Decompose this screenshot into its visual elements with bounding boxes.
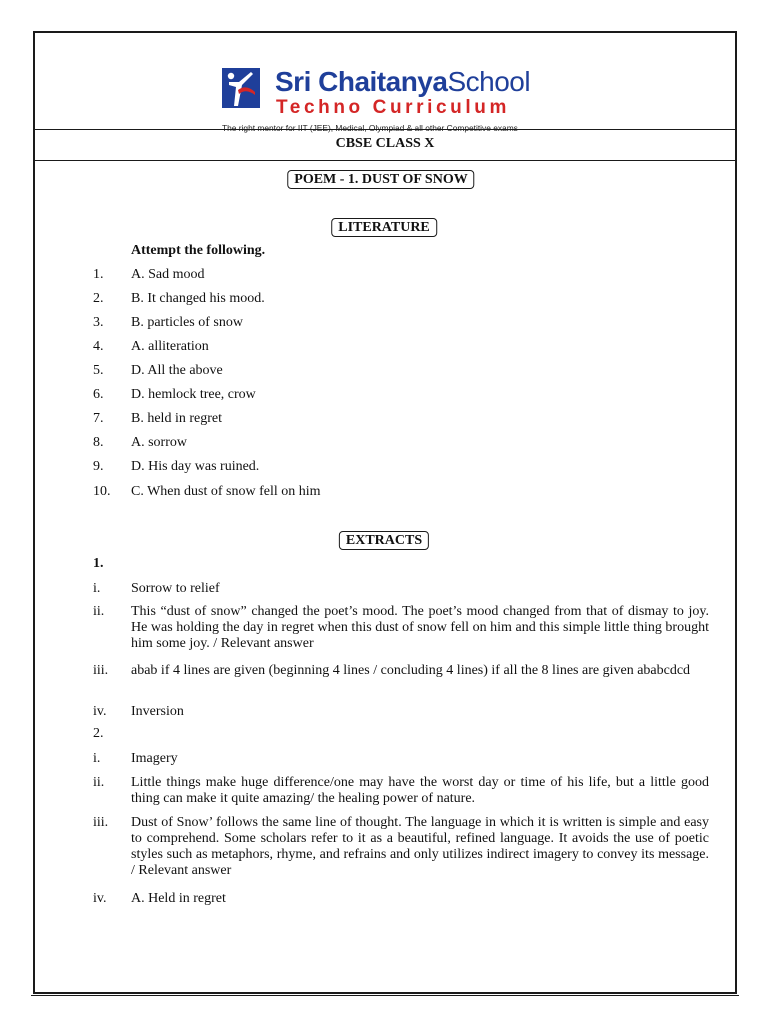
extract-set-2-label: 2. — [93, 726, 104, 741]
extract-2-item-number: ii. — [93, 775, 105, 790]
literature-item-text: A. sorrow — [131, 435, 187, 450]
extract-1-item-number: i. — [93, 581, 101, 596]
literature-item-text: D. His day was ruined. — [131, 459, 260, 474]
literature-item-number: 10. — [93, 484, 111, 499]
literature-item-number: 4. — [93, 339, 104, 354]
extracts-heading: EXTRACTS — [339, 531, 429, 550]
literature-item-text: A. alliteration — [131, 339, 209, 354]
brand-tagline: The right mentor for IIT (JEE), Medical, Olympiad & all other Competitive exams — [222, 123, 518, 133]
extract-1-item-text: Inversion — [131, 704, 184, 719]
literature-item-text: D. All the above — [131, 363, 223, 378]
extract-2-item-number: iv. — [93, 891, 107, 906]
extract-set-1-label: 1. — [93, 556, 104, 571]
extract-2-item-number: i. — [93, 751, 101, 766]
brand-subtitle: Techno Curriculum — [276, 97, 510, 118]
extract-2-item-text: Dust of Snow’ follows the same line of thought. The language in which it is written is simple and easy to comprehend. Some scholars refer to it as a beautiful, refined language. It avoids the use of poetic styles such as metaphors, rhyme, and refrains and only utilizes indirect imagery to convey its message. / Relevant answer — [131, 815, 709, 878]
literature-item-number: 1. — [93, 267, 104, 282]
literature-item-text: D. hemlock tree, crow — [131, 387, 256, 402]
literature-item-text: B. It changed his mood. — [131, 291, 265, 306]
literature-heading: LITERATURE — [331, 218, 437, 237]
literature-item-number: 6. — [93, 387, 104, 402]
logo-icon — [222, 68, 260, 108]
class-title: CBSE CLASS X — [335, 136, 435, 151]
page-frame — [33, 31, 737, 994]
literature-item-number: 2. — [93, 291, 104, 306]
title-divider — [35, 160, 735, 161]
extract-1-item-number: iv. — [93, 704, 107, 719]
extract-1-item-number: iii. — [93, 663, 109, 678]
extract-1-item-text: This “dust of snow” changed the poet’s mood. The poet’s mood changed from that of dismay to joy. He was holding the day in regret when this dust of snow fell on him and this simple little thing brought him some joy. / Relevant answer — [131, 604, 709, 651]
literature-item-text: C. When dust of snow fell on him — [131, 484, 321, 499]
literature-item-number: 9. — [93, 459, 104, 474]
literature-item-number: 5. — [93, 363, 104, 378]
header-divider — [35, 129, 735, 130]
instruction: Attempt the following. — [131, 243, 266, 258]
extract-1-item-text: Sorrow to relief — [131, 581, 220, 596]
frame-bottom-rule — [31, 995, 739, 996]
literature-item-text: A. Sad mood — [131, 267, 205, 282]
literature-item-text: B. held in regret — [131, 411, 222, 426]
extract-1-item-number: ii. — [93, 604, 105, 619]
extract-2-item-text: Imagery — [131, 751, 178, 766]
literature-item-text: B. particles of snow — [131, 315, 243, 330]
extract-2-item-text: Little things make huge difference/one may have the worst day or time of his life, but a little good thing can make it quite amazing/ the healing power of nature. — [131, 775, 709, 806]
brand-name: Sri ChaitanyaSchool — [275, 66, 531, 97]
literature-item-number: 3. — [93, 315, 104, 330]
extract-2-item-number: iii. — [93, 815, 109, 830]
poem-title: POEM - 1. DUST OF SNOW — [287, 170, 474, 189]
extract-1-item-text: abab if 4 lines are given (beginning 4 lines / concluding 4 lines) if all the 8 lines are given ababcdcd — [131, 663, 691, 678]
extract-2-item-text: A. Held in regret — [131, 891, 226, 906]
literature-item-number: 7. — [93, 411, 104, 426]
literature-item-number: 8. — [93, 435, 104, 450]
